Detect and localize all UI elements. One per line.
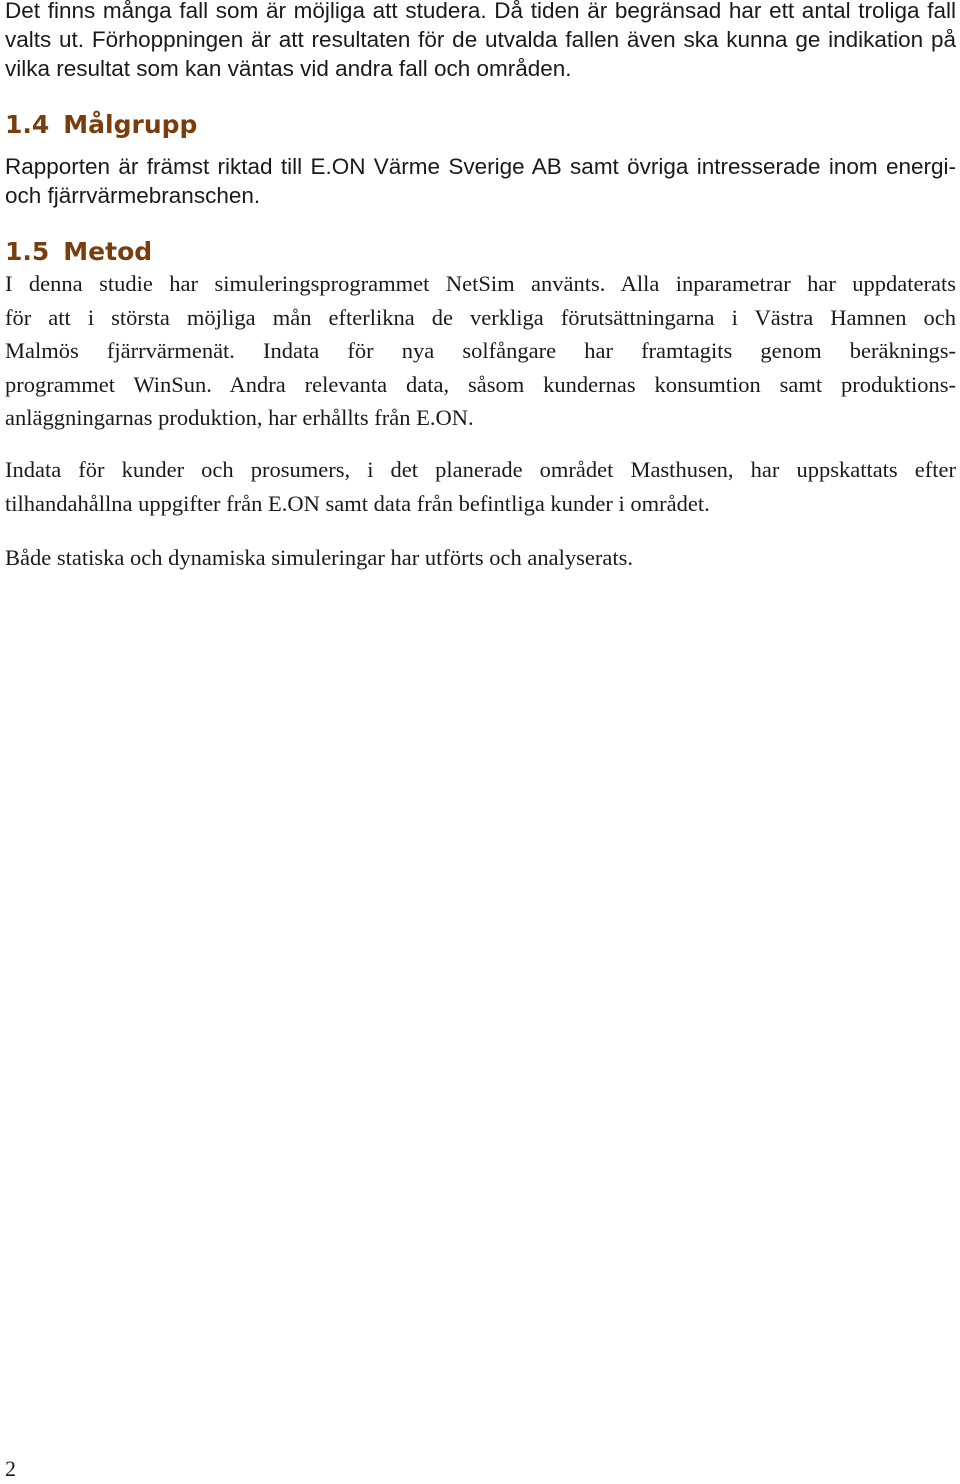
target-group-line-1: Rapporten är främst riktad till E.ON Värme Sverige AB samt övriga intresserade inom energi-: [5, 154, 956, 179]
section-number: 1.5: [5, 237, 50, 266]
method-line-3: Malmös fjärrvärmenät. Indata för nya solfångare har framtagits genom beräknings-: [5, 338, 956, 363]
method-line-2: för att i största möjliga mån efterlikna de verkliga förutsättningarna i Västra Hamnen och: [5, 304, 956, 330]
section-heading-1-5: [5, 237, 152, 267]
method-p2-line-1: Indata för kunder och prosumers, i det planerade området Masthusen, har uppskattats efter: [5, 457, 956, 482]
section-title: Målgrupp: [63, 110, 198, 139]
section-title: Metod: [63, 237, 153, 266]
method-p2-line-2: tilhandahållna uppgifter från E.ON samt data från befintliga kunder i området.: [5, 490, 710, 516]
intro-line-2: valts ut. Förhoppningen är att resultaten för de utvalda fallen även ska kunna ge indikation på: [5, 27, 956, 52]
method-paragraph-3: [5, 541, 956, 575]
target-group-paragraph: [5, 152, 956, 210]
method-line-5: anläggningarnas produktion, har erhållts från E.ON.: [5, 405, 474, 430]
method-p3-line-1: Både statiska och dynamiska simuleringar har utförts och analyserats.: [5, 545, 633, 570]
intro-line-3: vilka resultat som kan väntas vid andra fall och områden.: [5, 56, 572, 81]
section-heading-1-4: [5, 110, 197, 140]
page-number: 2: [5, 1456, 16, 1481]
intro-line-1: Det finns många fall som är möjliga att studera. Då tiden är begränsad har ett antal troliga fall: [5, 0, 956, 23]
method-paragraph-1: [5, 267, 956, 435]
document-page: [5, 0, 956, 570]
method-line-4: programmet WinSun. Andra relevanta data, såsom kundernas konsumtion samt produktions-: [5, 371, 956, 397]
section-number: 1.4: [5, 110, 50, 139]
method-line-1: I denna studie har simuleringsprogrammet NetSim använts. Alla inparametrar har uppdaterats: [5, 271, 956, 296]
method-paragraph-2: [5, 453, 956, 520]
target-group-line-2: och fjärrvärmebranschen.: [5, 183, 261, 208]
intro-paragraph: [5, 0, 956, 83]
